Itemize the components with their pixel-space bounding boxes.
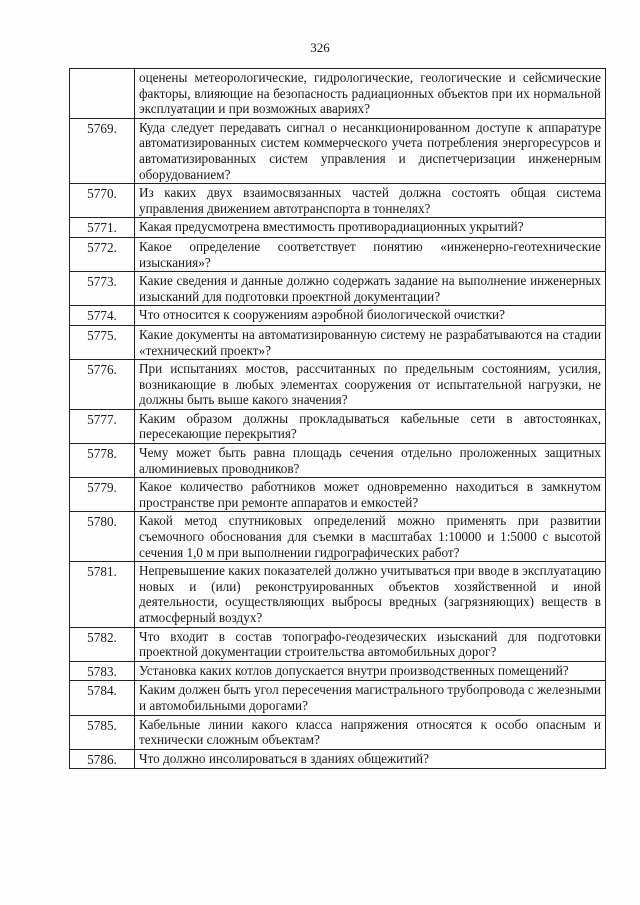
table-row: [70, 360, 606, 410]
table-row: [70, 562, 606, 627]
question-number: 5779.: [70, 478, 135, 512]
table-row: [70, 218, 606, 238]
questions-table: [69, 68, 606, 769]
question-text: Чему может быть равна площадь сечения отдельно проложенных защитных алюминиевых проводников?: [135, 444, 606, 478]
table-row: [70, 184, 606, 218]
question-number: 5772.: [70, 237, 135, 271]
question-text: Непревышение каких показателей должно учитываться при вводе в эксплуатацию новых и (или) реконструированных объектов хозяйственной и иной деятельности, осуществляющих выбросы вредных (загрязняющих) веществ в атмосферный воздух?: [135, 562, 606, 627]
table-row: [70, 306, 606, 326]
page-number: 326: [310, 40, 330, 55]
question-number: 5780.: [70, 512, 135, 562]
question-text: При испытаниях мостов, рассчитанных по предельным состояниям, усилия, возникающие в любых элементах сооружения от испытательной нагрузки, не должны быть выше какого значения?: [135, 360, 606, 410]
question-number: 5776.: [70, 360, 135, 410]
question-text: Каким должен быть угол пересечения магистрального трубопровода с железными и автомобильными дорогами?: [135, 681, 606, 715]
table-row: [70, 749, 606, 769]
question-number: 5770.: [70, 184, 135, 218]
question-text: Установка каких котлов допускается внутри производственных помещений?: [135, 661, 606, 681]
table-row: [70, 237, 606, 271]
question-number: 5777.: [70, 409, 135, 443]
table-row: [70, 444, 606, 478]
table-row: [70, 409, 606, 443]
question-number: [70, 69, 135, 119]
table-row: [70, 661, 606, 681]
table-row: [70, 478, 606, 512]
question-text: Какой метод спутниковых определений можно применять при развитии съемочного обоснования для съемки в масштабах 1:10000 и 1:5000 с высотой сечения 1,0 м при выполнении гидрографических работ?: [135, 512, 606, 562]
question-text: Какая предусмотрена вместимость противорадиационных укрытий?: [135, 218, 606, 238]
question-text: Что входит в состав топографо-геодезических изысканий для подготовки проектной документации строительства автомобильных дорог?: [135, 627, 606, 661]
question-number: 5774.: [70, 306, 135, 326]
table-row: [70, 69, 606, 119]
question-number: 5769.: [70, 118, 135, 183]
question-text: Что относится к сооружениям аэробной биологической очистки?: [135, 306, 606, 326]
table-row: [70, 715, 606, 749]
table-row: [70, 325, 606, 359]
question-number: 5783.: [70, 661, 135, 681]
question-number: 5784.: [70, 681, 135, 715]
question-text: Какое определение соответствует понятию «инженерно-геотехнические изыскания»?: [135, 237, 606, 271]
table-row: [70, 272, 606, 306]
question-number: 5773.: [70, 272, 135, 306]
question-number: 5775.: [70, 325, 135, 359]
question-number: 5782.: [70, 627, 135, 661]
question-number: 5786.: [70, 749, 135, 769]
question-text: Каким образом должны прокладываться кабельные сети в автостоянках, пересекающие перекрытия?: [135, 409, 606, 443]
question-text: Что должно инсолироваться в зданиях общежитий?: [135, 749, 606, 769]
question-text: оценены метеорологические, гидрологические, геологические и сейсмические факторы, влияющие на безопасность радиационных объектов при их нормальной эксплуатации и при возможных авариях?: [135, 69, 606, 119]
table-row: [70, 118, 606, 183]
question-text: Куда следует передавать сигнал о несанкционированном доступе к аппаратуре автоматизированных систем коммерческого учета потребления энергоресурсов и автоматизированных систем управления и диспетчеризации инженерным оборудованием?: [135, 118, 606, 183]
table-row: [70, 512, 606, 562]
question-text: Какие сведения и данные должно содержать задание на выполнение инженерных изысканий для подготовки проектной документации?: [135, 272, 606, 306]
question-text: Какое количество работников может одновременно находиться в замкнутом пространстве при ремонте аппаратов и емкостей?: [135, 478, 606, 512]
table-row: [70, 681, 606, 715]
question-number: 5785.: [70, 715, 135, 749]
table-row: [70, 627, 606, 661]
question-text: Из каких двух взаимосвязанных частей должна состоять общая система управления движением автотранспорта в тоннелях?: [135, 184, 606, 218]
question-number: 5778.: [70, 444, 135, 478]
question-number: 5781.: [70, 562, 135, 627]
questions-table-body: [70, 69, 606, 769]
question-text: Кабельные линии какого класса напряжения относятся к особо опасным и технически сложным объектам?: [135, 715, 606, 749]
question-number: 5771.: [70, 218, 135, 238]
question-text: Какие документы на автоматизированную систему не разрабатываются на стадии «технический проект»?: [135, 325, 606, 359]
